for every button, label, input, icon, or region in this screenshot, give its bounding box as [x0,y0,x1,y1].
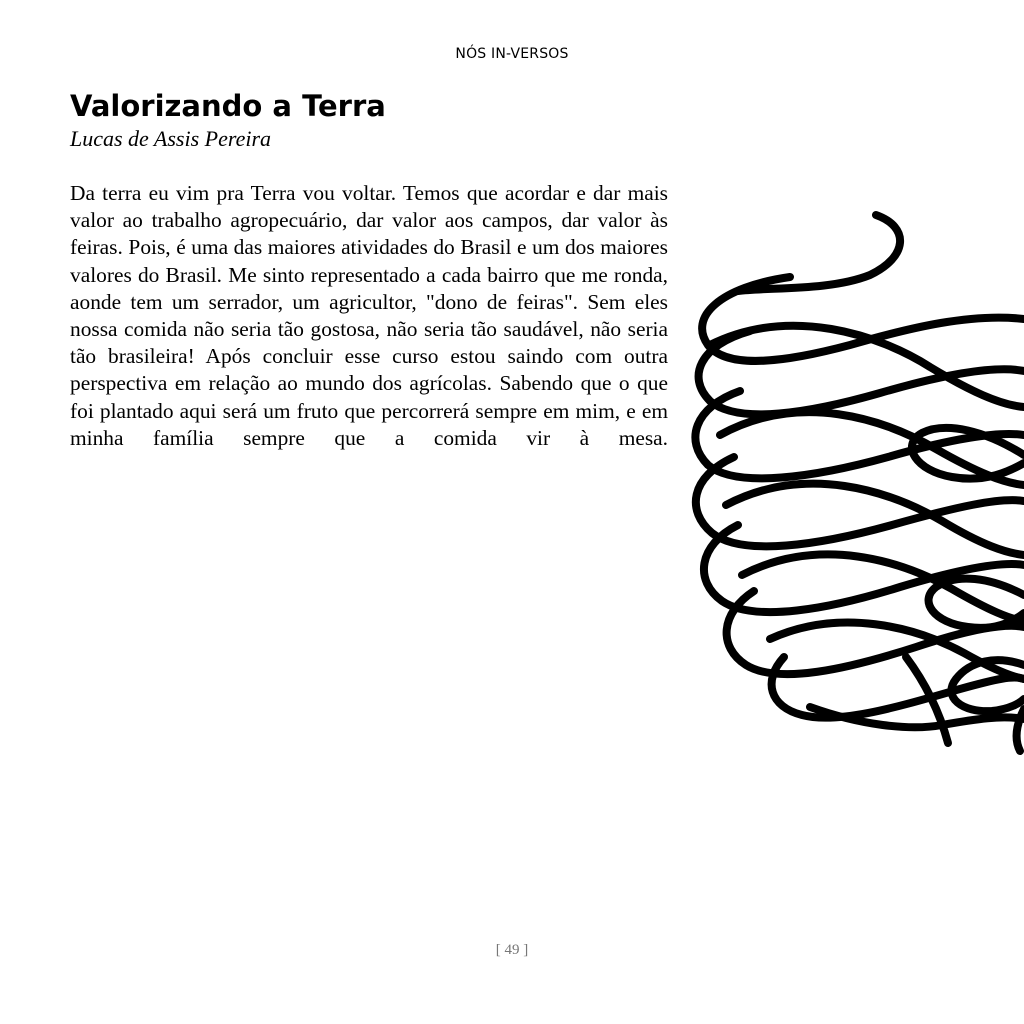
scribble-loops-icon [680,195,1024,760]
page-number: [ 49 ] [495,942,529,958]
running-header: NÓS IN-VERSOS [455,46,569,62]
author-name: Lucas de Assis Pereira [70,126,272,151]
page-title: Valorizando a Terra [70,89,386,123]
body-paragraph: Da terra eu vim pra Terra vou voltar. Temos que acordar e dar mais valor ao trabalho agropecuário, dar valor aos campos, dar valor às feiras. Pois, é uma das maiores atividades do Brasil e um dos maiores valores do Brasil. Me sinto representado a cada bairro que me ronda, aonde tem um serrador, um agricultor, "dono de feiras". Sem eles nossa comida não seria tão gostosa, não seria tão saudável, não seria tão brasileira! Após concluir esse curso estou saindo com outra perspectiva em relação ao mundo dos agrícolas. Sabendo que o que foi plantado aqui será um fruto que percorrerá sempre em mim, e em minha família sempre que a comida vir à mesa. [70,181,668,450]
